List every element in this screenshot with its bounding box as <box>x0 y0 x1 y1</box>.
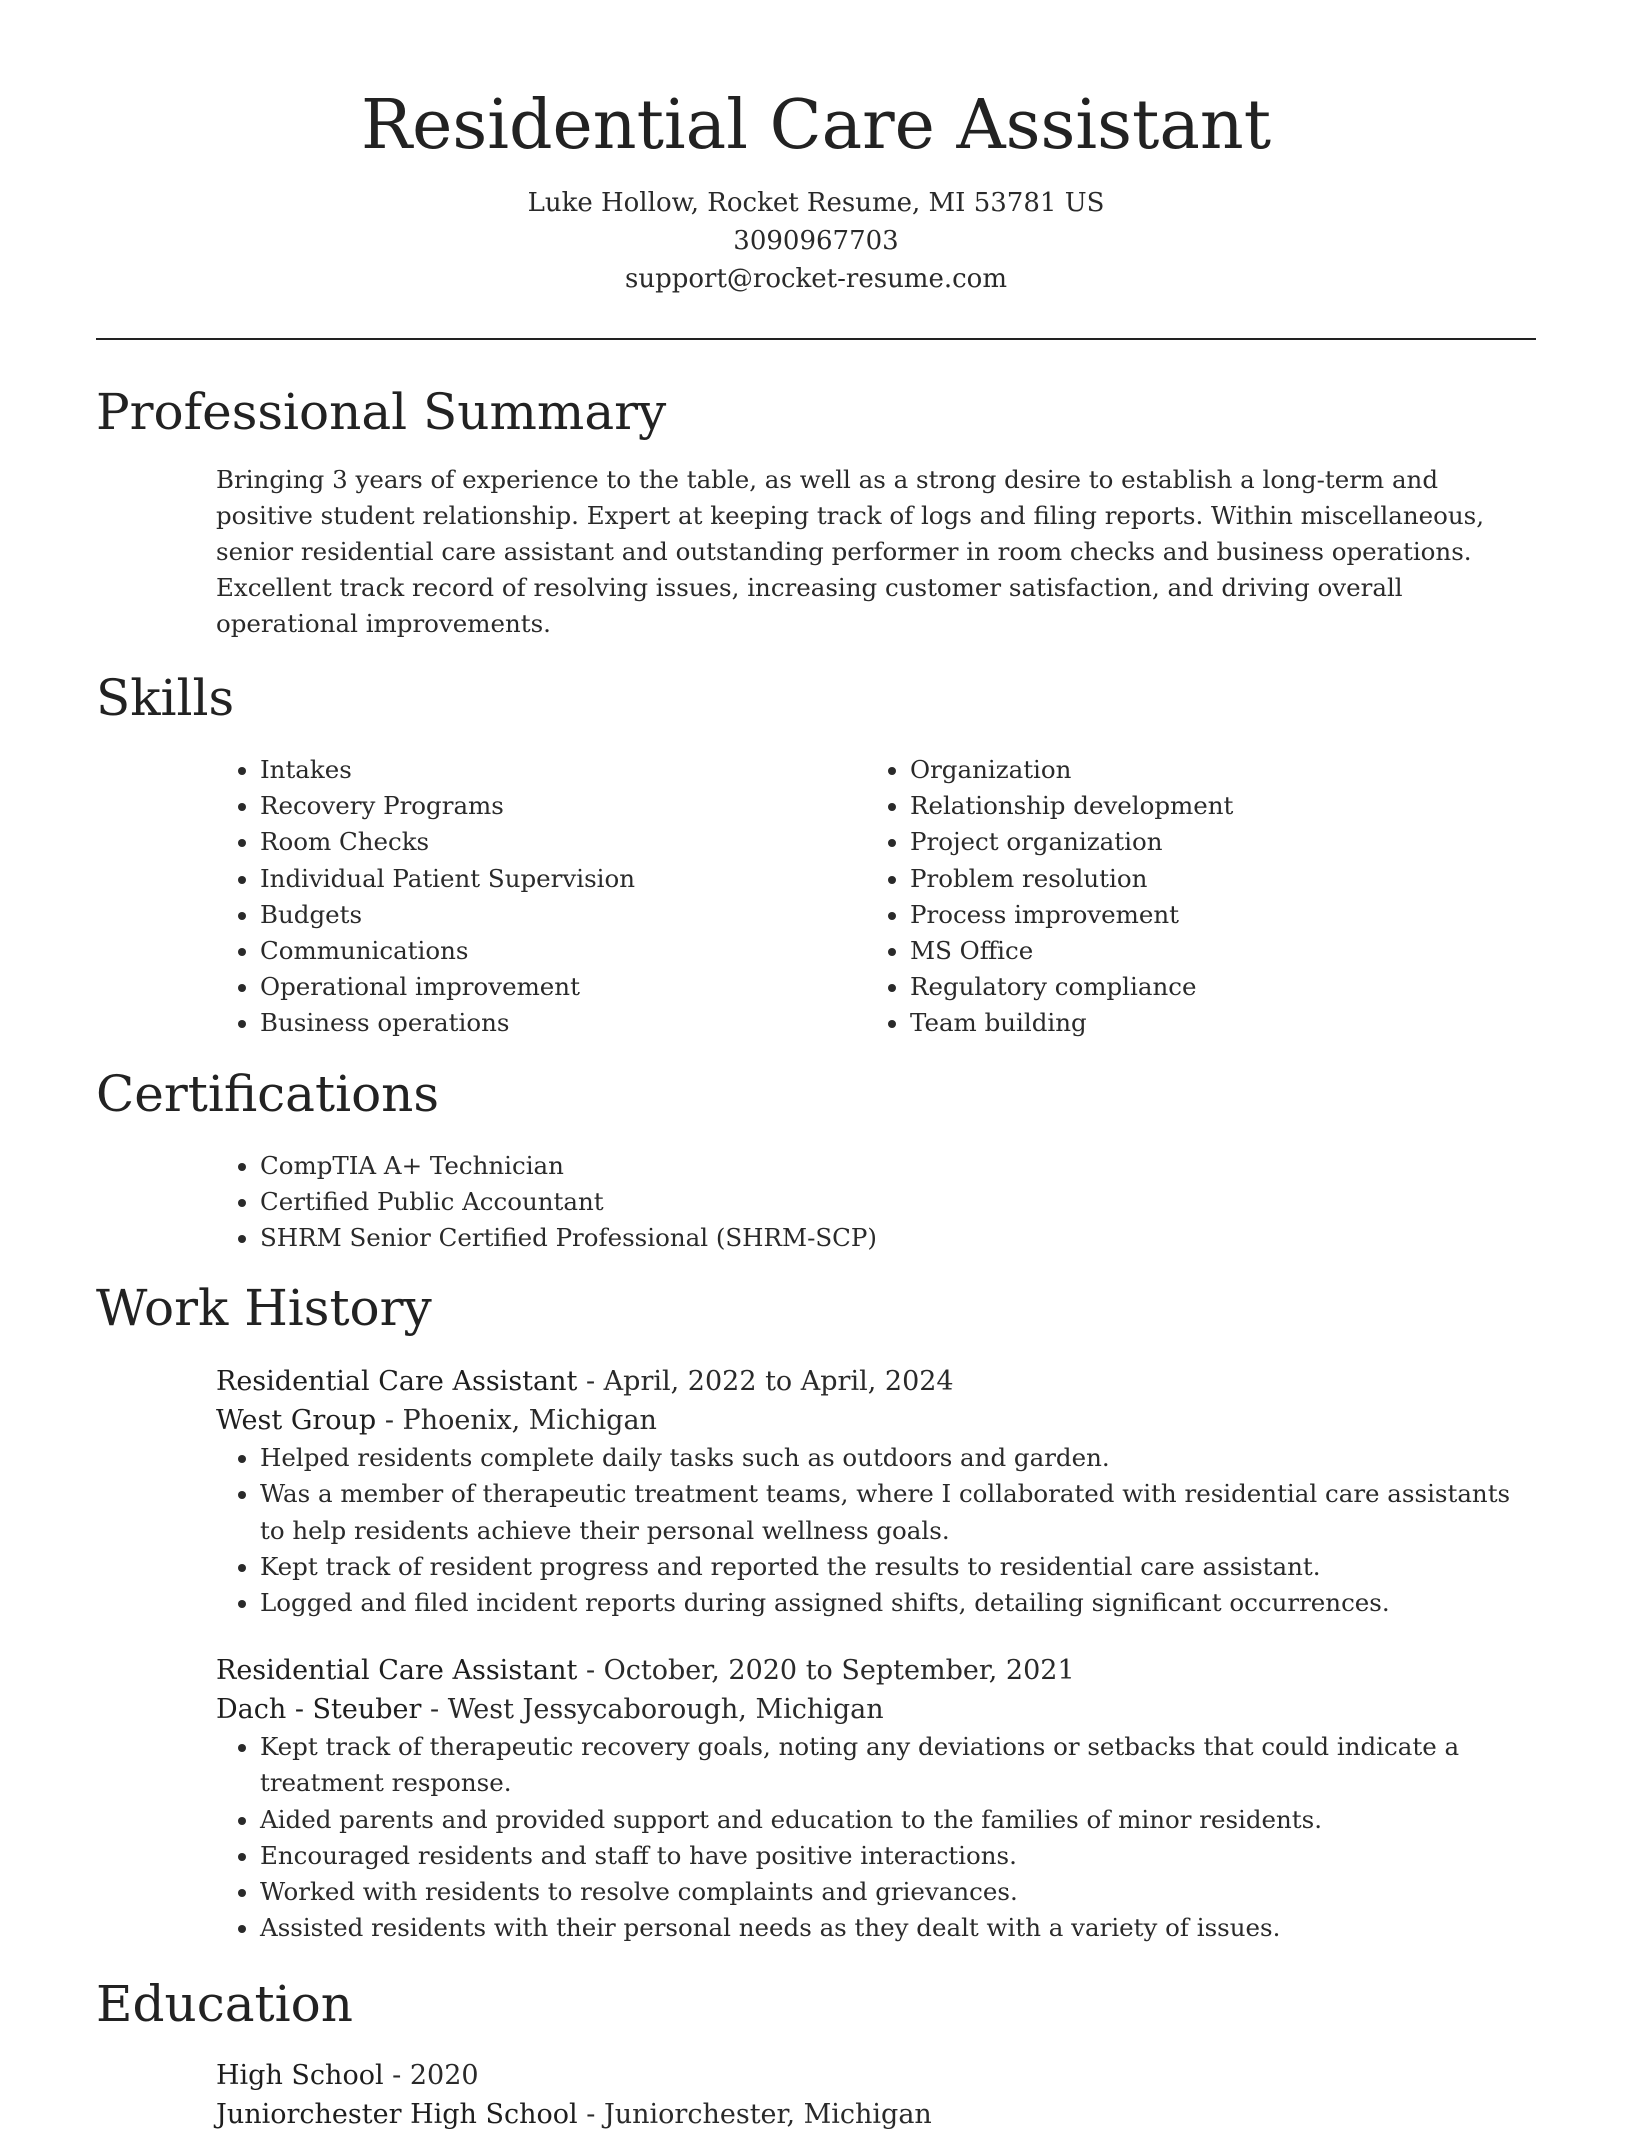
summary-heading: Professional Summary <box>96 383 667 441</box>
certifications-heading: Certifications <box>96 1064 440 1123</box>
skill-item: • Budgets <box>260 897 866 933</box>
education-degree: High School <box>216 2060 384 2092</box>
job-title-line <box>216 1651 1536 1690</box>
skill-item: • Regulatory compliance <box>910 969 1516 1005</box>
contact-email: support@rocket-resume.com <box>624 264 1007 294</box>
education-heading: Education <box>96 1975 353 2034</box>
skill-item: • Individual Patient Supervision <box>260 861 866 897</box>
skills-list <box>216 752 1536 1042</box>
certifications-list <box>216 1148 1536 1257</box>
skill-item: • Team building <box>910 1005 1516 1041</box>
skill-item: • Operational improvement <box>260 969 866 1005</box>
skill-item: • Business operations <box>260 1005 866 1041</box>
job-company-line <box>216 1401 1536 1440</box>
skill-item: • Project organization <box>910 824 1516 860</box>
job-duties <box>216 1729 1536 1946</box>
skill-item: • Intakes <box>260 752 866 788</box>
education-school: Juniorchester High School <box>216 2099 578 2131</box>
skill-item: • Recovery Programs <box>260 788 866 824</box>
job-duties <box>216 1440 1536 1621</box>
job-title-line <box>216 1362 1536 1401</box>
contact-phone: 3090967703 <box>733 226 899 256</box>
skill-item: • Organization <box>910 752 1516 788</box>
resume-header <box>96 0 1536 298</box>
summary-text: Bringing 3 years of experience to the table, as well as a strong desire to establish a long-term and positive student relationship. Expert at keeping track of logs and filing reports. Within miscellaneous, senior residential care assistant and outstanding performer in room checks and business operations. Excellent track record of resolving issues, increasing customer satisfaction, and driving overall operational improvements. <box>216 465 1484 638</box>
job-duty: • Kept track of therapeutic recovery goals, noting any deviations or setbacks that could indicate a treatment response. <box>260 1729 1536 1801</box>
skill-item: • Room Checks <box>260 824 866 860</box>
job-company: West Group <box>216 1405 377 1437</box>
job-duty: • Aided parents and provided support and education to the families of minor residents. <box>260 1802 1536 1838</box>
education-location: - Juniorchester, Michigan <box>577 2099 932 2131</box>
skill-item: • MS Office <box>910 933 1516 969</box>
certification-item: • CompTIA A+ Technician <box>260 1148 1536 1184</box>
education-year: - 2020 <box>383 2060 479 2092</box>
resume-page <box>96 0 1536 2134</box>
skills-column-left <box>216 752 866 1042</box>
skill-item: • Problem resolution <box>910 861 1516 897</box>
skills-column-right <box>866 752 1516 1042</box>
resume-title: Residential Care Assistant <box>360 86 1272 165</box>
skills-heading: Skills <box>96 669 235 727</box>
job-duty: • Helped residents complete daily tasks such as outdoors and garden. <box>260 1440 1536 1476</box>
certification-item: • SHRM Senior Certified Professional (SHRM-SCP) <box>260 1220 1536 1256</box>
education-school-line <box>216 2095 1536 2134</box>
job-location: - Phoenix, Michigan <box>376 1405 657 1437</box>
job-duty: • Was a member of therapeutic treatment teams, where I collaborated with residential care assistants to help residents achieve their personal wellness goals. <box>260 1476 1536 1548</box>
contact-info <box>96 184 1536 298</box>
job-title: Residential Care Assistant <box>216 1366 578 1398</box>
job-duty: • Assisted residents with their personal needs as they dealt with a variety of issues. <box>260 1910 1536 1946</box>
job-duty: • Encouraged residents and staff to have positive interactions. <box>260 1838 1536 1874</box>
education-degree-line <box>216 2056 1536 2095</box>
work-history-heading: Work History <box>96 1279 432 1338</box>
job-dates: - April, 2022 to April, 2024 <box>577 1366 954 1398</box>
header-divider <box>96 338 1536 340</box>
job-title: Residential Care Assistant <box>216 1655 578 1687</box>
job-entry <box>216 1651 1536 1946</box>
job-location: - West Jessycaborough, Michigan <box>421 1694 884 1726</box>
skill-item: • Communications <box>260 933 866 969</box>
skill-item: • Process improvement <box>910 897 1516 933</box>
job-company-line <box>216 1690 1536 1729</box>
contact-address: Luke Hollow, Rocket Resume, MI 53781 US <box>527 188 1105 218</box>
job-company: Dach - Steuber <box>216 1694 422 1726</box>
education-entry <box>216 2056 1536 2134</box>
job-dates: - October, 2020 to September, 2021 <box>577 1655 1075 1687</box>
job-duty: • Logged and filed incident reports during assigned shifts, detailing significant occurrences. <box>260 1585 1536 1621</box>
skill-item: • Relationship development <box>910 788 1516 824</box>
certification-item: • Certified Public Accountant <box>260 1184 1536 1220</box>
job-entry <box>216 1362 1536 1621</box>
job-duty: • Kept track of resident progress and reported the results to residential care assistant. <box>260 1549 1536 1585</box>
job-duty: • Worked with residents to resolve complaints and grievances. <box>260 1874 1536 1910</box>
